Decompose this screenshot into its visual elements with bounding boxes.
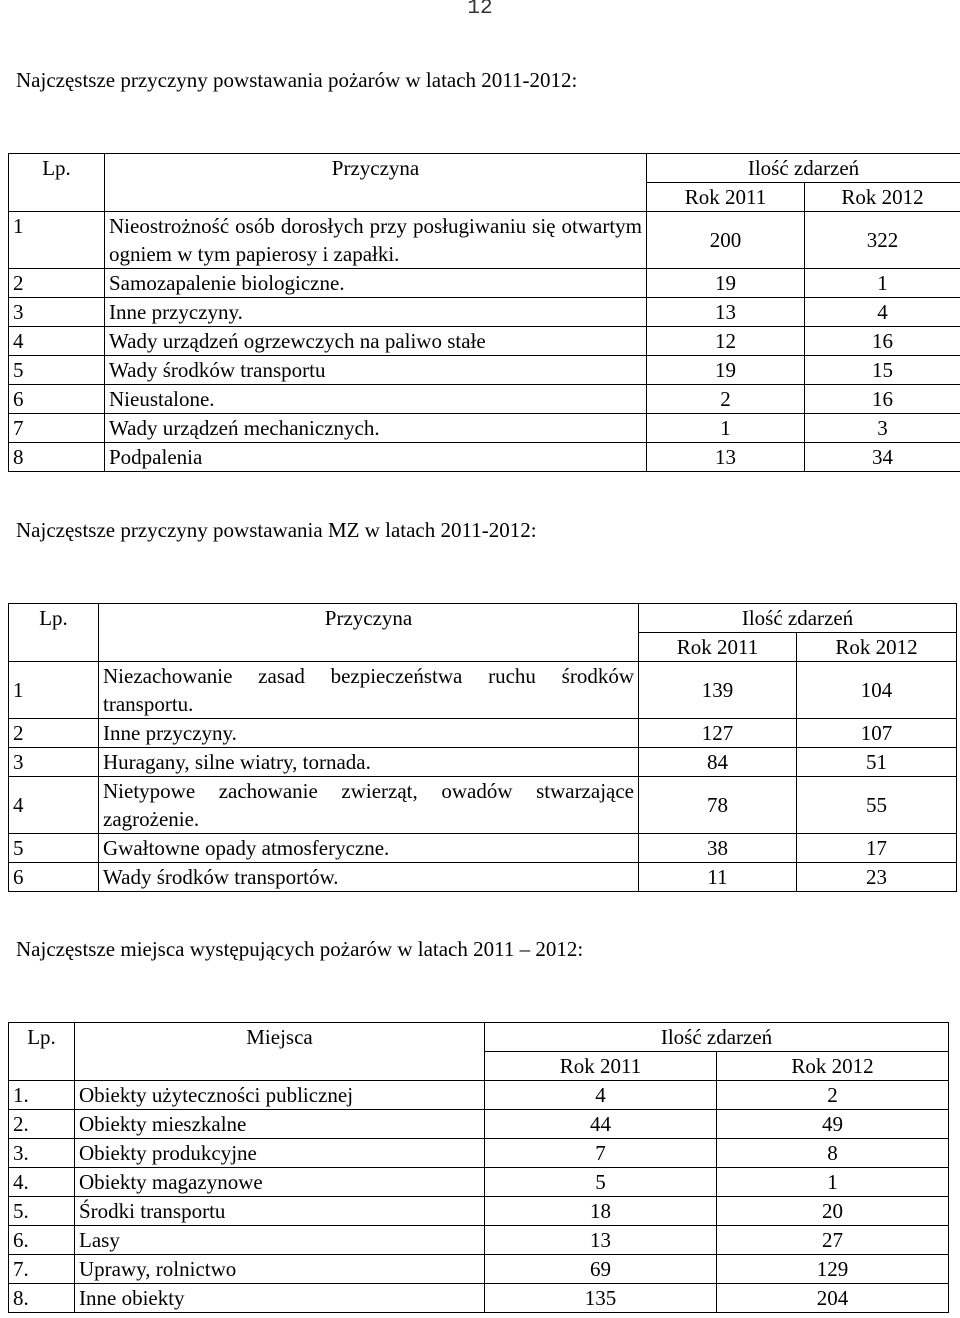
row-cause: Wady urządzeń mechanicznych. (105, 414, 647, 443)
row-place: Inne obiekty (75, 1284, 485, 1313)
row-lp: 5. (9, 1197, 75, 1226)
row-2012: 34 (805, 443, 960, 472)
row-lp: 4 (9, 777, 99, 834)
row-2012: 1 (805, 269, 960, 298)
header-count: Ilość zdarzeń (485, 1023, 949, 1052)
header-year-2012: Rok 2012 (797, 633, 957, 662)
fire-causes-table (8, 153, 960, 472)
row-cause: Niezachowanie zasad bezpieczeństwa ruchu środków transportu. (99, 662, 639, 719)
row-2011: 78 (639, 777, 797, 834)
row-lp: 7 (9, 414, 105, 443)
row-2012: 27 (717, 1226, 949, 1255)
row-place: Środki transportu (75, 1197, 485, 1226)
row-2011: 19 (647, 269, 805, 298)
row-cause: Wady środków transportów. (99, 863, 639, 892)
row-cause: Gwałtowne opady atmosferyczne. (99, 834, 639, 863)
row-2011: 5 (485, 1168, 717, 1197)
row-place: Obiekty użyteczności publicznej (75, 1081, 485, 1110)
row-cause: Wady urządzeń ogrzewczych na paliwo stałe (105, 327, 647, 356)
header-count: Ilość zdarzeń (647, 154, 960, 183)
row-cause: Nieustalone. (105, 385, 647, 414)
table-row (9, 385, 960, 414)
table-header-row (9, 1023, 949, 1052)
table-row (9, 414, 960, 443)
row-lp: 8 (9, 443, 105, 472)
row-cause: Nietypowe zachowanie zwierząt, owadów stwarzające zagrożenie. (99, 777, 639, 834)
table-row (9, 719, 957, 748)
row-2011: 12 (647, 327, 805, 356)
row-lp: 2. (9, 1110, 75, 1139)
table-row (9, 443, 960, 472)
table-row (9, 777, 957, 834)
page-number: 12 (467, 0, 493, 20)
row-2012: 16 (805, 327, 960, 356)
row-2012: 1 (717, 1168, 949, 1197)
table-row (9, 1226, 949, 1255)
row-2011: 38 (639, 834, 797, 863)
header-cause: Przyczyna (105, 154, 647, 212)
mz-causes-heading: Najczęstsze przyczyny powstawania MZ w latach 2011-2012: (16, 518, 537, 542)
mz-causes-table (8, 603, 957, 892)
row-lp: 3. (9, 1139, 75, 1168)
fire-places-heading: Najczęstsze miejsca występujących pożarów w latach 2011 – 2012: (16, 937, 584, 961)
row-lp: 7. (9, 1255, 75, 1284)
row-cause: Inne przyczyny. (99, 719, 639, 748)
row-lp: 6 (9, 385, 105, 414)
row-2011: 13 (485, 1226, 717, 1255)
row-2012: 16 (805, 385, 960, 414)
row-2011: 135 (485, 1284, 717, 1313)
table-header-row (9, 604, 957, 633)
table-row (9, 1081, 949, 1110)
row-2012: 17 (797, 834, 957, 863)
row-lp: 3 (9, 748, 99, 777)
row-2011: 2 (647, 385, 805, 414)
table-row (9, 356, 960, 385)
row-lp: 8. (9, 1284, 75, 1313)
header-year-2011: Rok 2011 (647, 183, 805, 212)
row-2012: 15 (805, 356, 960, 385)
row-place: Uprawy, rolnictwo (75, 1255, 485, 1284)
row-2011: 84 (639, 748, 797, 777)
table-row (9, 298, 960, 327)
header-lp: Lp. (9, 604, 99, 662)
row-place: Obiekty magazynowe (75, 1168, 485, 1197)
table-row (9, 748, 957, 777)
row-2012: 55 (797, 777, 957, 834)
row-2011: 7 (485, 1139, 717, 1168)
row-lp: 6. (9, 1226, 75, 1255)
row-place: Obiekty produkcyjne (75, 1139, 485, 1168)
table-row (9, 863, 957, 892)
row-lp: 1. (9, 1081, 75, 1110)
header-year-2011: Rok 2011 (639, 633, 797, 662)
row-lp: 1 (9, 662, 99, 719)
row-cause: Podpalenia (105, 443, 647, 472)
row-2012: 129 (717, 1255, 949, 1284)
row-2011: 13 (647, 298, 805, 327)
table-header-row (9, 154, 960, 183)
row-2012: 51 (797, 748, 957, 777)
row-lp: 1 (9, 212, 105, 269)
row-2012: 2 (717, 1081, 949, 1110)
row-lp: 5 (9, 834, 99, 863)
row-lp: 6 (9, 863, 99, 892)
table-row (9, 1168, 949, 1197)
row-2012: 204 (717, 1284, 949, 1313)
row-place: Lasy (75, 1226, 485, 1255)
row-lp: 5 (9, 356, 105, 385)
row-2011: 127 (639, 719, 797, 748)
row-cause: Huragany, silne wiatry, tornada. (99, 748, 639, 777)
row-cause: Wady środków transportu (105, 356, 647, 385)
row-2011: 69 (485, 1255, 717, 1284)
row-2011: 1 (647, 414, 805, 443)
row-place: Obiekty mieszkalne (75, 1110, 485, 1139)
row-2012: 8 (717, 1139, 949, 1168)
row-lp: 3 (9, 298, 105, 327)
row-cause: Nieostrożność osób dorosłych przy posługiwaniu się otwartym ogniem w tym papierosy i zapałki. (105, 212, 647, 269)
row-2011: 11 (639, 863, 797, 892)
table-row (9, 834, 957, 863)
header-count: Ilość zdarzeń (639, 604, 957, 633)
row-2012: 4 (805, 298, 960, 327)
table-row (9, 327, 960, 356)
row-2011: 18 (485, 1197, 717, 1226)
row-2012: 107 (797, 719, 957, 748)
row-2012: 104 (797, 662, 957, 719)
row-lp: 2 (9, 269, 105, 298)
header-year-2012: Rok 2012 (717, 1052, 949, 1081)
table-row (9, 1197, 949, 1226)
row-2012: 49 (717, 1110, 949, 1139)
table-row (9, 1110, 949, 1139)
row-2011: 4 (485, 1081, 717, 1110)
row-cause: Samozapalenie biologiczne. (105, 269, 647, 298)
row-2012: 3 (805, 414, 960, 443)
row-2011: 19 (647, 356, 805, 385)
fire-causes-heading: Najczęstsze przyczyny powstawania pożarów w latach 2011-2012: (16, 68, 578, 92)
row-2011: 44 (485, 1110, 717, 1139)
row-lp: 4. (9, 1168, 75, 1197)
table-row (9, 1284, 949, 1313)
row-2011: 13 (647, 443, 805, 472)
table-row (9, 662, 957, 719)
table-row (9, 1139, 949, 1168)
table-row (9, 269, 960, 298)
row-2011: 200 (647, 212, 805, 269)
header-year-2011: Rok 2011 (485, 1052, 717, 1081)
row-2011: 139 (639, 662, 797, 719)
table-row (9, 212, 960, 269)
header-lp: Lp. (9, 1023, 75, 1081)
row-2012: 23 (797, 863, 957, 892)
row-lp: 2 (9, 719, 99, 748)
header-lp: Lp. (9, 154, 105, 212)
header-place: Miejsca (75, 1023, 485, 1081)
row-2012: 322 (805, 212, 960, 269)
row-2012: 20 (717, 1197, 949, 1226)
header-year-2012: Rok 2012 (805, 183, 960, 212)
header-cause: Przyczyna (99, 604, 639, 662)
table-row (9, 1255, 949, 1284)
fire-places-table (8, 1022, 949, 1313)
row-cause: Inne przyczyny. (105, 298, 647, 327)
row-lp: 4 (9, 327, 105, 356)
